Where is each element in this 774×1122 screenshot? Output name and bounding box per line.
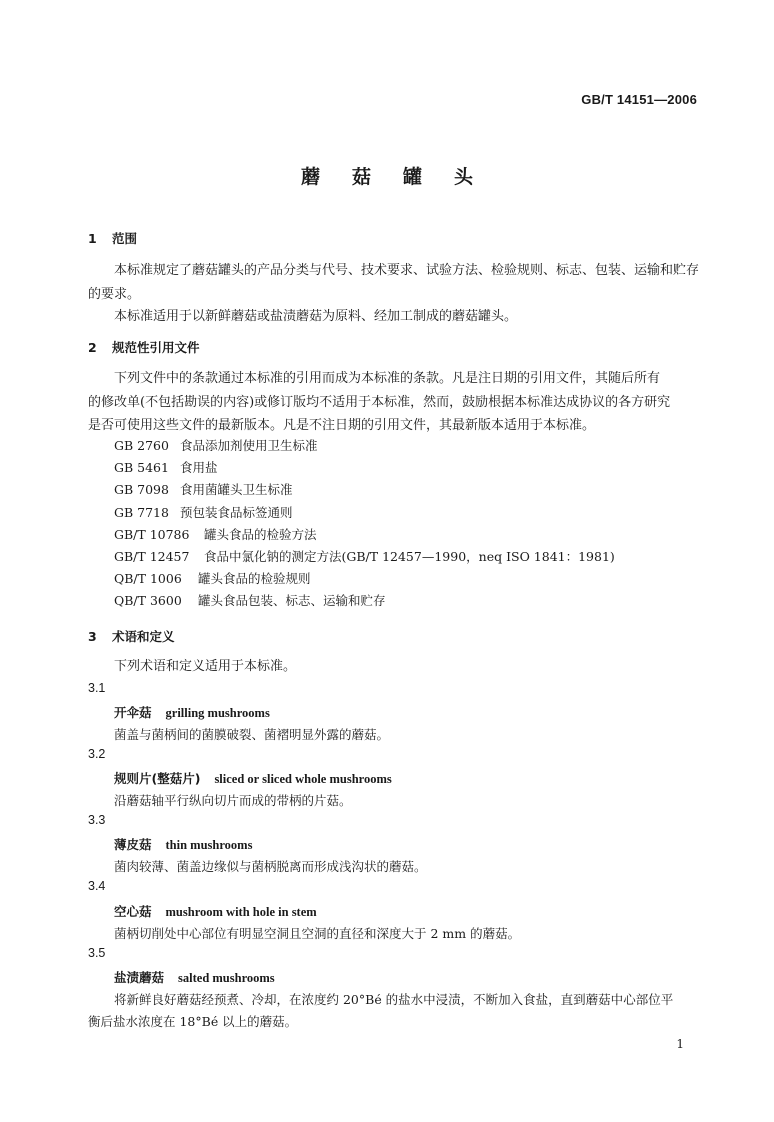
term-definition: 菌盖与菌柄间的菌膜破裂、菌褶明显外露的蘑菇。 [114,727,390,742]
text-line: 的要求。 [88,286,141,302]
term-number: 3.2 [88,747,106,761]
term-zh: 盐渍蘑菇 [114,970,165,985]
page-number: 1 [676,1037,684,1051]
term-heading [114,703,270,721]
term-heading [114,902,317,920]
reference-code: GB 7098 [114,482,169,498]
reference-code: GB 5461 [114,460,169,476]
term-number: 3.4 [88,879,106,893]
reference-item [114,457,615,479]
reference-code: GB 7718 [114,504,169,520]
reference-item [114,479,615,501]
term-zh: 开伞菇 [114,705,152,720]
term-en: sliced or sliced whole mushrooms [214,772,392,786]
section-1-heading [88,229,137,247]
reference-list [114,435,615,613]
section-number: 2 [88,340,97,355]
reference-title: 食品添加剂使用卫生标准 [180,438,318,453]
term-definition: 菌肉较薄、菌盖边缘似与菌柄脱离而形成浅沟状的蘑菇。 [114,859,427,874]
reference-item [114,435,615,457]
term-number: 3.5 [88,946,106,960]
reference-item [114,502,615,524]
term-en: thin mushrooms [165,838,253,852]
reference-code: QB/T 1006 [114,571,182,587]
reference-item [114,546,615,568]
reference-title: 罐头食品包装、标志、运输和贮存 [198,593,386,609]
standard-code: GB/T 14151—2006 [581,92,697,107]
term-en: grilling mushrooms [165,706,270,720]
section-2-heading [88,338,200,356]
scope-paragraph-1 [88,259,700,306]
term-definition: 将新鲜良好蘑菇经预煮、冷却，在浓度约 20°Bé 的盐水中浸渍，不断加入食盐，直到蘑菇中心部位平 [114,992,674,1007]
reference-title: 预包装食品标签通则 [180,504,293,520]
text-line: 下列文件中的条款通过本标准的引用而成为本标准的条款。凡是注日期的引用文件，其随后所有 [114,371,661,386]
terms-intro [88,655,700,679]
text-line: 的修改单(不包括勘误的内容)或修订版均不适用于本标准，然而，鼓励根据本标准达成协议的各方研究 [88,394,671,410]
term-heading [114,835,252,853]
text-line: 本标准适用于以新鲜蘑菇或盐渍蘑菇为原料、经加工制成的蘑菇罐头。 [114,309,518,324]
reference-code: GB/T 12457 [114,549,190,565]
term-zh: 薄皮菇 [114,837,152,852]
reference-code: GB 2760 [114,438,169,453]
term-zh: 空心菇 [114,904,152,919]
term-en: mushroom with hole in stem [165,905,317,919]
term-definition-continued: 衡后盐水浓度在 18°Bé 以上的蘑菇。 [88,1014,298,1029]
term-zh: 规则片(整菇片) [114,771,201,786]
section-number: 3 [88,629,97,644]
reference-item [114,524,615,546]
term-number: 3.1 [88,681,106,695]
reference-title: 食用盐 [180,460,218,476]
term-heading [114,769,392,787]
normative-paragraph [88,367,700,438]
term-number: 3.3 [88,813,106,827]
term-heading [114,968,275,986]
section-title: 范围 [112,231,138,246]
section-3-heading [88,627,175,645]
term-definition: 沿蘑菇轴平行纵向切片而成的带柄的片菇。 [114,793,352,808]
text-line: 本标准规定了蘑菇罐头的产品分类与代号、技术要求、试验方法、检验规则、标志、包装、运输和贮存 [114,263,700,278]
reference-title: 食品中氯化钠的测定方法(GB/T 12457—1990，neq ISO 1841：1981) [204,549,615,565]
reference-title: 罐头食品的检验方法 [204,526,317,542]
reference-item [114,590,615,612]
reference-code: GB/T 10786 [114,526,190,542]
section-title: 规范性引用文件 [112,340,200,355]
section-number: 1 [88,231,97,246]
section-title: 术语和定义 [112,629,175,644]
reference-item [114,568,615,590]
reference-code: QB/T 3600 [114,593,182,609]
scope-paragraph-2 [88,305,700,329]
text-line: 下列术语和定义适用于本标准。 [114,659,297,674]
term-definition: 菌柄切削处中心部位有明显空洞且空洞的直径和深度大于 2 mm 的蘑菇。 [114,926,521,941]
text-line: 是否可使用这些文件的最新版本。凡是不注日期的引用文件，其最新版本适用于本标准。 [88,418,596,433]
reference-title: 罐头食品的检验规则 [198,571,311,587]
reference-title: 食用菌罐头卫生标准 [180,482,293,498]
term-en: salted mushrooms [178,971,275,985]
document-title: 蘑菇罐头 [300,166,505,188]
